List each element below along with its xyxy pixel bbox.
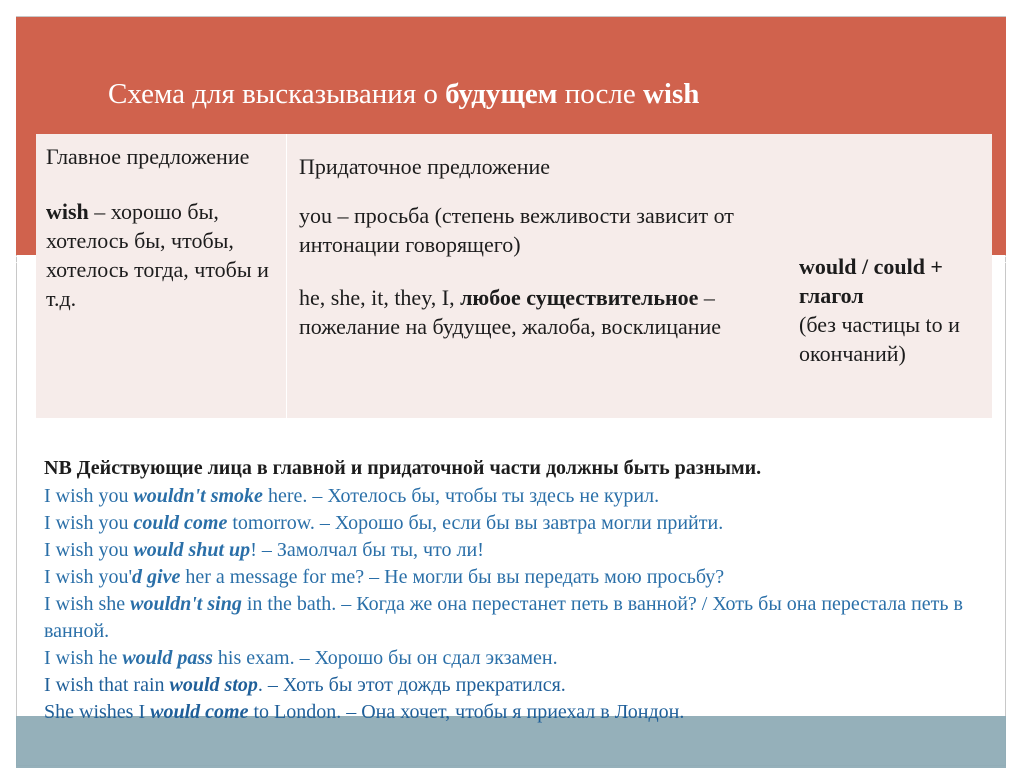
example-pre: I wish you — [44, 485, 134, 507]
example-verb: wouldn't sing — [130, 593, 242, 615]
main-clause-bold: wish — [46, 199, 89, 224]
title-prefix: Схема для высказывания о — [108, 78, 446, 110]
slide-title — [108, 78, 699, 111]
nb-block — [44, 455, 994, 726]
example-pre: I wish that rain — [44, 674, 170, 696]
example-line — [44, 510, 994, 537]
example-post: her a message for me? – Не могли бы вы передать мою просьбу? — [180, 566, 725, 588]
main-clause-cell — [36, 134, 287, 418]
schema-table — [36, 134, 992, 418]
example-pre: I wish you — [44, 539, 134, 561]
verb-form-note: (без частицы to и окончаний) — [799, 312, 960, 366]
example-verb: d give — [132, 566, 181, 588]
example-post: his exam. – Хорошо бы он сдал экзамен. — [212, 647, 558, 669]
example-pre: I wish you — [44, 512, 134, 534]
example-verb: would shut up — [133, 539, 251, 561]
example-verb: wouldn't smoke — [133, 485, 263, 507]
subordinate-others-pre: he, she, it, they, I, — [299, 285, 461, 310]
title-bold-future: будущем — [445, 78, 558, 110]
subordinate-others-post: – пожелание на будущее, жалоба, восклицание — [299, 285, 722, 339]
example-verb: would come — [150, 701, 249, 723]
title-middle: после — [557, 78, 643, 110]
example-post: in the bath. – Когда же она перестанет петь в ванной? / Хоть бы она перестала петь в ванной. — [44, 593, 963, 642]
example-verb: could come — [133, 512, 228, 534]
table-row — [36, 134, 992, 418]
example-pre: I wish you' — [44, 566, 133, 588]
example-verb: would pass — [122, 647, 213, 669]
example-pre: I wish he — [44, 647, 123, 669]
example-pre: She wishes I — [44, 701, 151, 723]
verb-form-cell — [789, 134, 992, 418]
subordinate-others-text — [299, 283, 779, 341]
nb-title: NB Действующие лица в главной и придаточной части должны быть разными. — [44, 457, 762, 479]
example-post: to London. – Она хочет, чтобы я приехал в Лондон. — [248, 701, 685, 723]
example-verb: would stop — [169, 674, 258, 696]
example-line — [44, 645, 994, 672]
example-pre: I wish she — [44, 593, 131, 615]
example-line — [44, 591, 994, 645]
main-clause-header: Главное предложение — [46, 144, 250, 169]
example-line — [44, 564, 994, 591]
example-line — [44, 483, 994, 510]
subordinate-others-bold: любое существительное — [460, 285, 699, 310]
example-line — [44, 699, 994, 726]
subordinate-you-text: you – просьба (степень вежливости зависит от интонации говорящего) — [299, 203, 734, 257]
main-clause-text — [46, 197, 278, 313]
title-bold-wish: wish — [642, 78, 700, 110]
subordinate-clause-header: Придаточное предложение — [299, 154, 551, 179]
subordinate-clause-cell — [287, 134, 790, 418]
example-line — [44, 672, 994, 699]
example-post: here. – Хотелось бы, чтобы ты здесь не курил. — [262, 485, 660, 507]
verb-form-label: would / could + глагол — [799, 254, 943, 308]
example-post: . – Хоть бы этот дождь прекратился. — [257, 674, 566, 696]
example-line — [44, 537, 994, 564]
main-clause-meaning: – хорошо бы, хотелось бы, чтобы, хотелось тогда, чтобы и т.д. — [46, 199, 269, 311]
example-post: ! – Замолчал бы ты, что ли! — [250, 539, 484, 561]
example-post: tomorrow. – Хорошо бы, если бы вы завтра могли прийти. — [227, 512, 724, 534]
verb-form-bold — [799, 252, 984, 310]
